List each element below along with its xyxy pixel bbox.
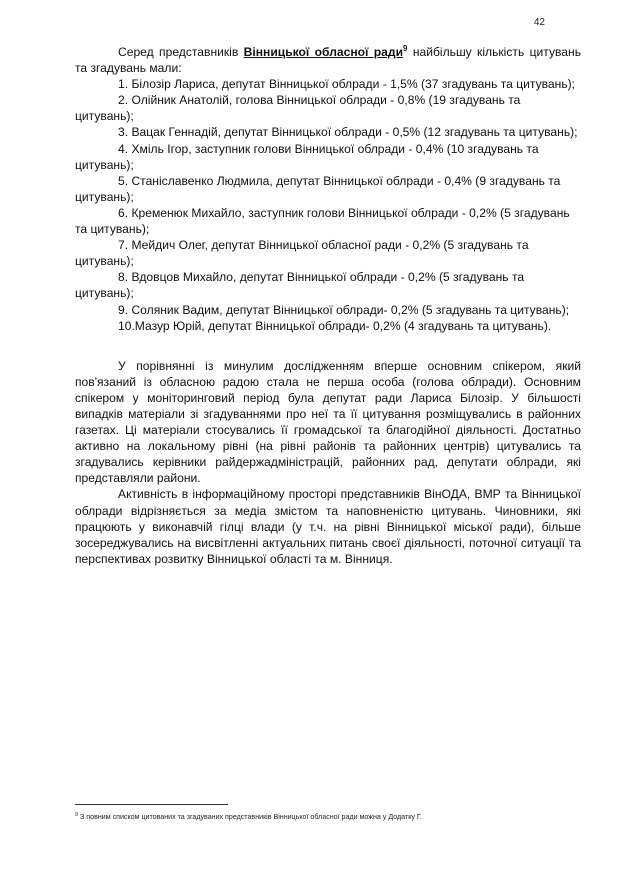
list-item: 3. Вацак Геннадій, депутат Вінницької облради - 0,5% (12 згадувань та цитувань); [118,125,578,140]
intro-text-before: Серед представників [118,45,244,59]
footnote-reference: 9 [403,44,408,53]
list-item: 6. Кременюк Михайло, заступник голови Вінницької облради - 0,2% (5 згадувань та цитувань); [75,205,570,237]
list-item: 7. Мейдич Олег, депутат Вінницької обласної ради - 0,2% (5 згадувань та цитувань); [75,238,529,269]
intro-paragraph [75,44,581,76]
footnote-number: 9 [75,812,79,818]
page-number: 42 [533,17,545,28]
list-item: 2. Олійник Анатолій, голова Вінницької облради - 0,8% (19 згадувань та цитувань); [75,93,521,124]
document-body [75,44,581,567]
list-item: 1. Білозір Лариса, депутат Вінницької облради - 1,5% (37 згадувань та цитувань); [118,77,576,92]
paragraph-spacer [75,334,581,358]
list-item: 5. Станіславенко Людмила, депутат Вінницької облради - 0,4% (9 згадувань та цитувань); [75,173,561,204]
footnote-text: З повним списком цитованих та згадуваних представників Вінницької обласної ради можна у Додатку Г. [78,813,422,821]
activity-paragraph: Активність в інформаційному просторі представників ВінОДА, ВМР та Вінницької облради відрізняється за медіа змістом та наповненістю цитувань. Чиновники, які працюють у виконавчій гілці влади (у т.ч. на рівні Вінницької міської ради), більше зосереджувались на висвітленні актуальних питань своєї діяльності, поточної ситуації та перспективах розвитку Вінницької області та м. Вінниця. [75,487,581,566]
intro-text-after: найбільшу кількість цитувань та згадувань мали: [75,45,582,76]
list-item: 10.Мазур Юрій, депутат Вінницької облради- 0,2% (4 згадувань та цитувань). [118,318,552,333]
council-name: Вінницької обласної ради [243,45,404,59]
footnote [75,813,422,821]
footnote-divider [75,804,228,805]
comparison-paragraph: У порівнянні із минулим дослідженням вперше основним спікером, який пов'язаний із обласною радою стала не перша особа (голова облради). Основним спікером у моніторинговий період була депутат ради Лариса Білозір. У більшості випадків матеріали зі згадуваннями про неї та її цитування розміщувались в районних газетах. Ці матеріали стосувались її громадської та благодійної діяльності. Достатньо активно на локальному рівні (на рівні районів та районних центрів) цитувались та згадувались керівники райдержадміністрацій, районних рад, депутати облради, які представляли райони. [75,358,581,486]
list-item: 9. Соляник Вадим, депутат Вінницької облради- 0,2% (5 згадувань та цитувань); [118,302,570,317]
list-item: 4. Хміль Ігор, заступник голови Вінницької облради - 0,4% (10 згадувань та цитувань); [75,141,539,172]
list-item: 8. Вдовцов Михайло, депутат Вінницької облради - 0,2% (5 згадувань та цитувань); [75,270,525,301]
